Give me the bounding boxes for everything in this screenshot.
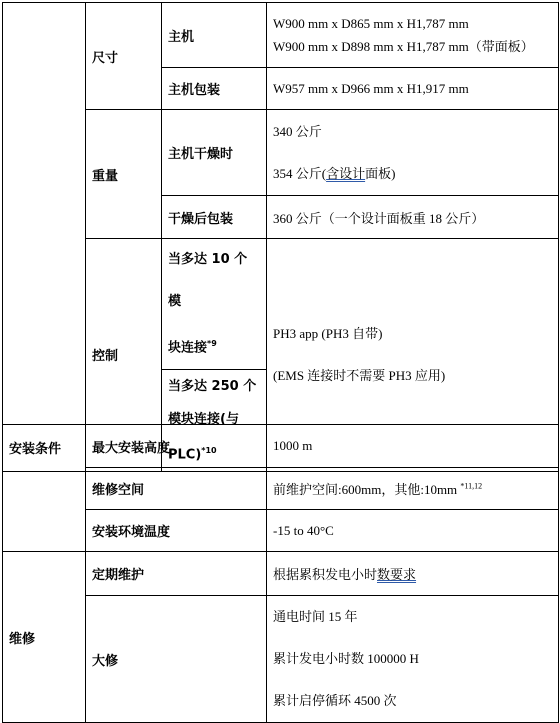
table-row [3, 552, 559, 596]
overhaul-value-3: 累计启停循环 4500 次 [273, 693, 397, 708]
overhaul-values [267, 596, 559, 723]
table-row [3, 239, 559, 370]
table-row [3, 110, 559, 196]
table-row [3, 468, 559, 510]
dry-weight-1: 340 公斤 [273, 123, 322, 139]
dry-weight-2: 354 公斤(含设计面板) [273, 165, 396, 181]
altitude-value: 1000 m [267, 425, 559, 468]
control-sub-10: 当多达 10 个模 块连接$^{*9}$ [162, 239, 267, 370]
altitude-label: 最大安装高度 [86, 425, 267, 468]
overhaul-value-2: 累计发电小时数 100000 H [273, 651, 419, 666]
main-unit-label: 主机 [162, 3, 267, 68]
service-space-label: 维修空间 [86, 468, 267, 510]
service-space-value: 前维护空间:600mm，其他:10mm $^{*11,12}$ [267, 468, 559, 510]
dry-weight-values [267, 110, 559, 196]
table-row [3, 3, 559, 68]
blank-category-cell [3, 3, 86, 472]
control-label: 控制 [86, 239, 162, 472]
table-row [3, 510, 559, 552]
control-sub-250: 当多达 250 个 模块连接(与 PLC)$^{*10}$ [162, 370, 267, 471]
size-label: 尺寸 [86, 3, 162, 110]
main-unit-dim-2: W900 mm x D898 mm x H1,787 mm（带面板） [273, 39, 534, 54]
spec-table-lower [2, 424, 559, 723]
dry-weight-label: 主机干燥时 [162, 110, 267, 196]
install-label: 安装条件 [3, 425, 86, 552]
overhaul-value-1: 通电时间 15 年 [273, 609, 358, 624]
spec-table [2, 2, 559, 472]
dry-pack-weight: 360 公斤（一个设计面板重 18 公斤） [267, 196, 559, 239]
ambient-temp-value: -15 to 40°C [267, 510, 559, 552]
main-unit-dim-1: W900 mm x D865 mm x H1,787 mm [273, 16, 469, 31]
main-pack-label: 主机包装 [162, 68, 267, 110]
control-value-1: PH3 app (PH3 自带) [273, 325, 383, 341]
dry-pack-label: 干燥后包装 [162, 196, 267, 239]
table-row [3, 425, 559, 468]
main-unit-dimensions [267, 3, 559, 68]
control-value-2: (EMS 连接时不需要 PH3 应用) [273, 367, 446, 383]
main-pack-dimensions: W957 mm x D966 mm x H1,917 mm [267, 68, 559, 110]
ambient-temp-label: 安装环境温度 [86, 510, 267, 552]
overhaul-label: 大修 [86, 596, 267, 723]
table-row [3, 596, 559, 723]
maintenance-label: 维修 [3, 552, 86, 723]
periodic-maintenance-label: 定期维护 [86, 552, 267, 596]
weight-label: 重量 [86, 110, 162, 239]
periodic-maintenance-value: 根据累积发电小时数要求 [267, 552, 559, 596]
